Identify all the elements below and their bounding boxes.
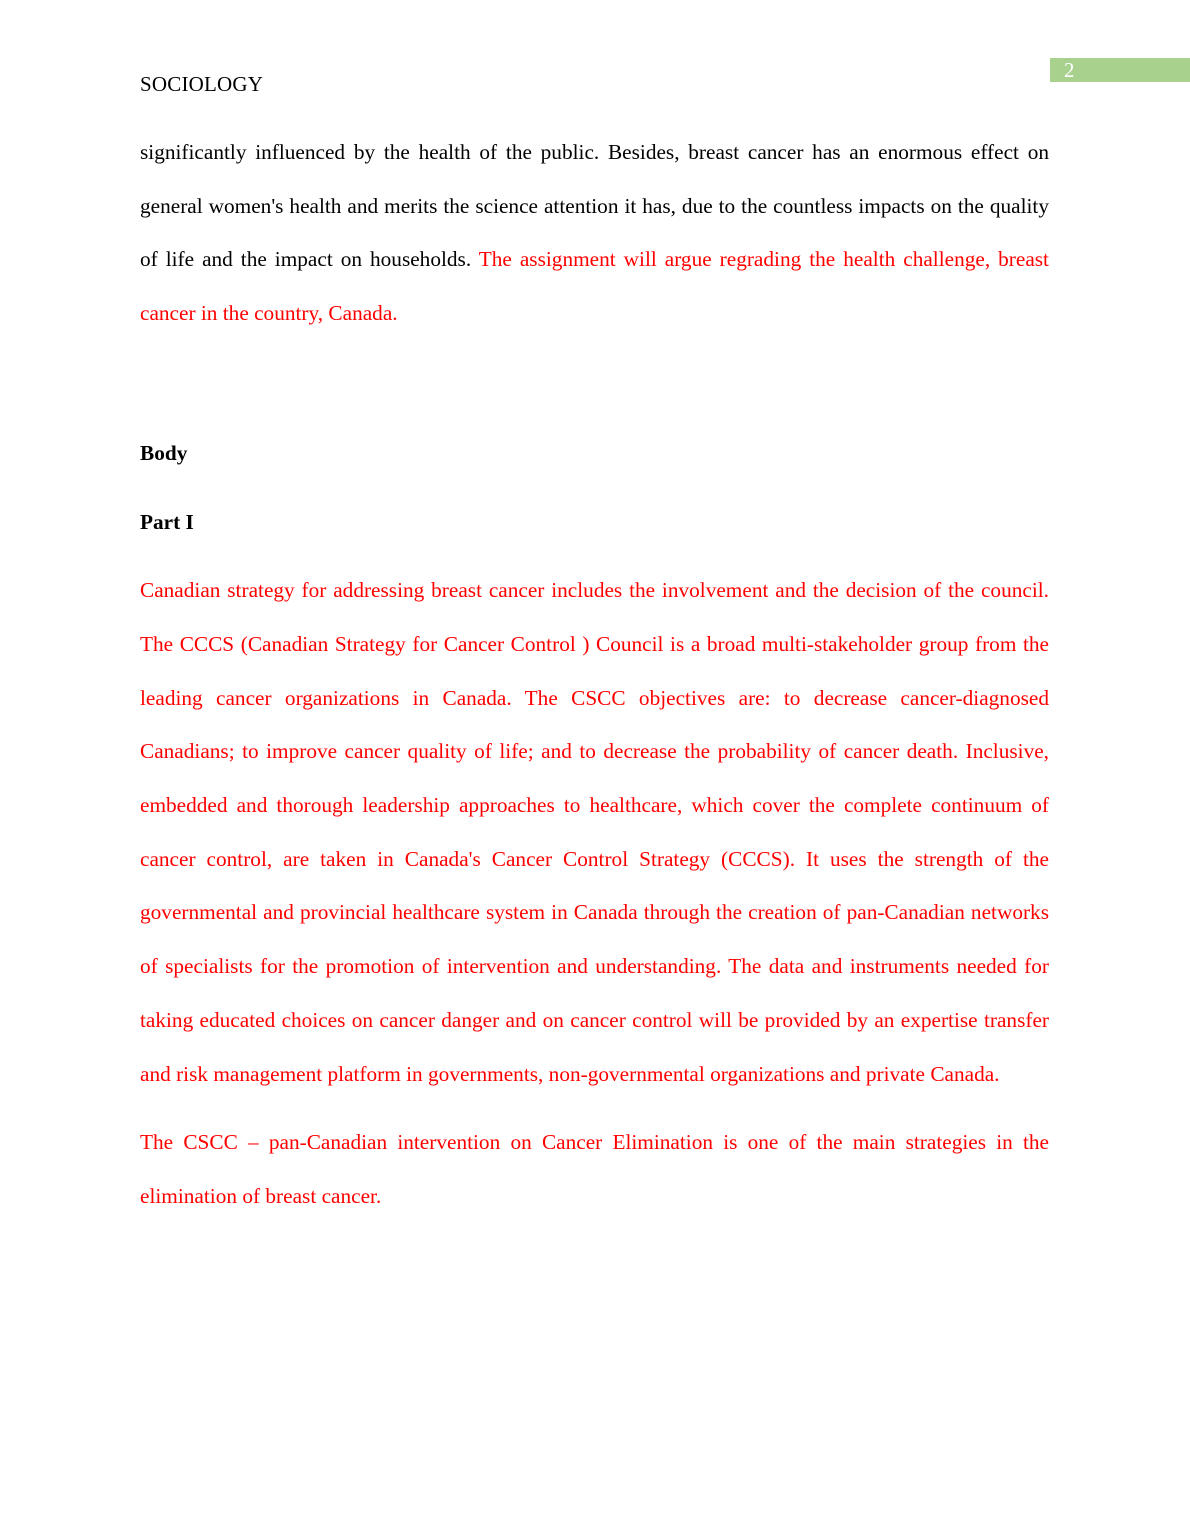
page-number-badge bbox=[1050, 58, 1190, 82]
intro-red-text: The assignment will argue regrading the health challenge, breast cancer in the country, Canada. bbox=[140, 247, 1049, 326]
intro-paragraph bbox=[140, 126, 1049, 341]
paragraph-cscc: The CSCC – pan-Canadian intervention on Cancer Elimination is one of the main strategies in the elimination of breast cancer. bbox=[140, 1130, 1049, 1208]
paragraph-strategy: Canadian strategy for addressing breast cancer includes the involvement and the decision of the council. The CCCS (Canadian Strategy for Cancer Control ) Council is a broad multi-stakeholder group from the leading cancer organizations in Canada. The CSCC objectives are: to decrease cancer-diagnosed Canadians; to improve cancer quality of life; and to decrease the probability of cancer death. Inclusive, embedded and thorough leadership approaches to healthcare, which cover the complete continuum of cancer control, are taken in Canada's Cancer Control Strategy (CCCS). It uses the strength of the governmental and provincial healthcare system in Canada through the creation of pan-Canadian networks of specialists for the promotion of intervention and understanding. The data and instruments needed for taking educated choices on cancer danger and on cancer control will be provided by an expertise transfer and risk management platform in governments, non-governmental organizations and private Canada. bbox=[140, 578, 1049, 1086]
heading-body: Body bbox=[140, 440, 188, 465]
page-number: 2 bbox=[1064, 58, 1075, 82]
heading-part-one: Part I bbox=[140, 509, 194, 534]
intro-black-text: significantly influenced by the health of the public. Besides, breast cancer has an enormous effect on general women's health and merits the science attention it has, due to the countless impacts on the quality of life and the impact on households. bbox=[140, 140, 1049, 272]
document-body bbox=[140, 126, 1049, 1224]
running-head: SOCIOLOGY bbox=[140, 72, 264, 96]
